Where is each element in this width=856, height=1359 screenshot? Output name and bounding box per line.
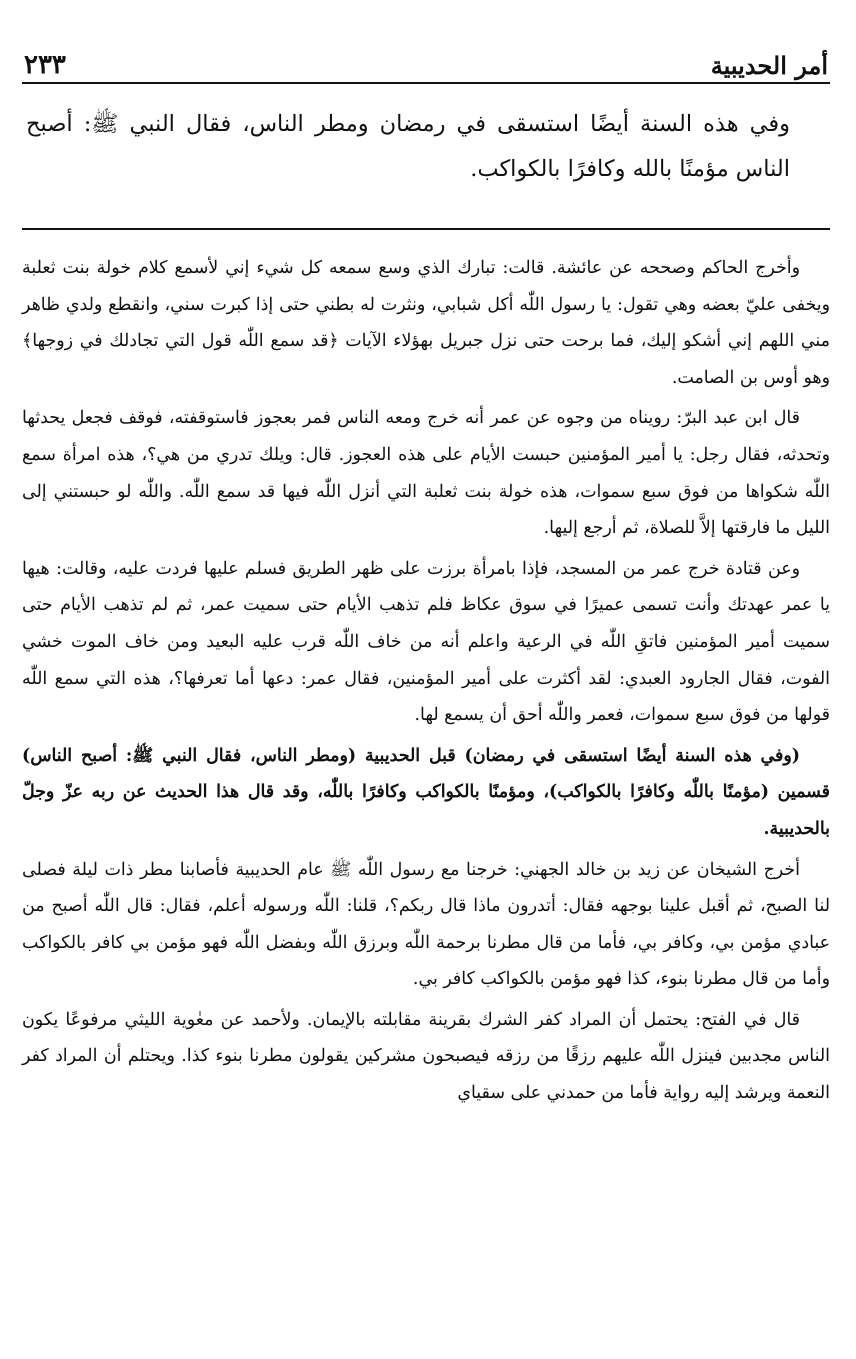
section-divider	[22, 228, 830, 230]
commentary-paragraph: وعن قتادة خرج عمر من المسجد، فإذا بامرأة برزت على ظهر الطريق فسلم عليها فردت عليه، وقالت: هيها يا عمر عهدتك وأنت تسمى عميرًا في سوق عكاظ فلم تذهب الأيام حتى سميت عمر، ثم لم تذهب الأيام حتى سميت أمير المؤمنين فاتقِ اللّٰه في الرعية واعلم أنه من خاف اللّٰه قرب عليه البعيد ومن خاف الموت خشي الفوت، فقال الجارود العبدي: لقد أكثرت على أمير المؤمنين، فقال عمر: دعها أما تعرفها؟، هذه التي سمع اللّٰه قولها من فوق سبع سموات، فعمر واللّٰه أحق أن يسمع لها.	[22, 558, 830, 726]
book-page	[22, 40, 830, 1359]
commentary-paragraph: وأخرج الحاكم وصححه عن عائشة. قالت: تبارك الذي وسع سمعه كل شيء إني لأسمع كلام خولة بنت ثعلبة ويخفى عليّ بعضه وهي تقول: يا رسول اللّٰه أكل شبابي، ونثرت له بطني حتى إذا كبرت سني، وانقطع ولدي ظاهر مني اللهم إني أشكو إليك، فما برحت حتى نزل جبريل بهؤلاء الآيات ﴿قد سمع اللّٰه قول التي تجادلك في زوجها﴾ وهو أوس بن الصامت.	[22, 258, 830, 388]
running-header	[22, 40, 830, 84]
running-title: أمر الحديبية	[710, 51, 828, 80]
commentary-block	[22, 250, 830, 1112]
commentary-paragraph: أخرج الشيخان عن زيد بن خالد الجهني: خرجنا مع رسول اللّٰه ﷺ عام الحديبية فأصابنا مطر ذات ليلة فصلى لنا الصبح، ثم أقبل علينا بوجهه فقال: أتدرون ماذا قال ربكم؟، قلنا: اللّٰه ورسوله أعلم، فقال: قال اللّٰه أصبح من عبادي مؤمن بي، وكافر بي، فأما من قال مطرنا برحمة اللّٰه وبرزق اللّٰه وبفضل اللّٰه فهو مؤمن بي كافر بالكواكب وأما من قال مطرنا بنوء، كذا فهو مؤمن بالكواكب كافر بي.	[22, 859, 830, 990]
commentary-quoted-paragraph: (وفي هذه السنة أيضًا استسقى في رمضان) قبل الحديبية (ومطر الناس، فقال النبي ﷺ: أصبح الناس) قسمين (مؤمنًا باللّٰه وكافرًا بالكواكب)، ومؤمنًا بالكواكب وكافرًا باللّٰه، وقد قال هذا الحديث عن ربه عزّ وجلّ بالحديبية.	[22, 745, 830, 839]
page-number: ٢٣٣	[24, 50, 66, 80]
commentary-paragraph: قال في الفتح: يحتمل أن المراد كفر الشرك بقرينة مقابلته بالإيمان. ولأحمد عن معٰوية الليثي مرفوعًا يكون الناس مجدبين فينزل اللّٰه عليهم رزقًا من رزقه فيصبحون مشركين يقولون مطرنا بنوء كذا. ويحتلم أن المراد كفر النعمة ويرشد إليه رواية فأما من حمدني على سقياي	[22, 1009, 830, 1104]
commentary-paragraph: قال ابن عبد البرّ: رويناه من وجوه عن عمر أنه خرج ومعه الناس فمر بعجوز فاستوقفته، فوقف فجعل يحدثها وتحدثه، فقال رجل: يا أمير المؤمنين حبست الأيام على هذه العجوز. قال: ويلك تدري من هي؟، هذه امرأة سمع اللّٰه شكواها من فوق سبع سموات، هذه خولة بنت ثعلبة التي أنزل اللّٰه فيها قد سمع اللّٰه. واللّٰه لو حبستني إلى الليل ما فارقتها إلاَّ للصلاة، ثم أرجع إليها.	[22, 408, 830, 539]
main-text-block	[22, 102, 830, 192]
main-text: وفي هذه السنة أيضًا استسقى في رمضان ومطر الناس، فقال النبي ﷺ: أصبح الناس مؤمنًا بالله وكافرًا بالكواكب.	[26, 111, 790, 182]
